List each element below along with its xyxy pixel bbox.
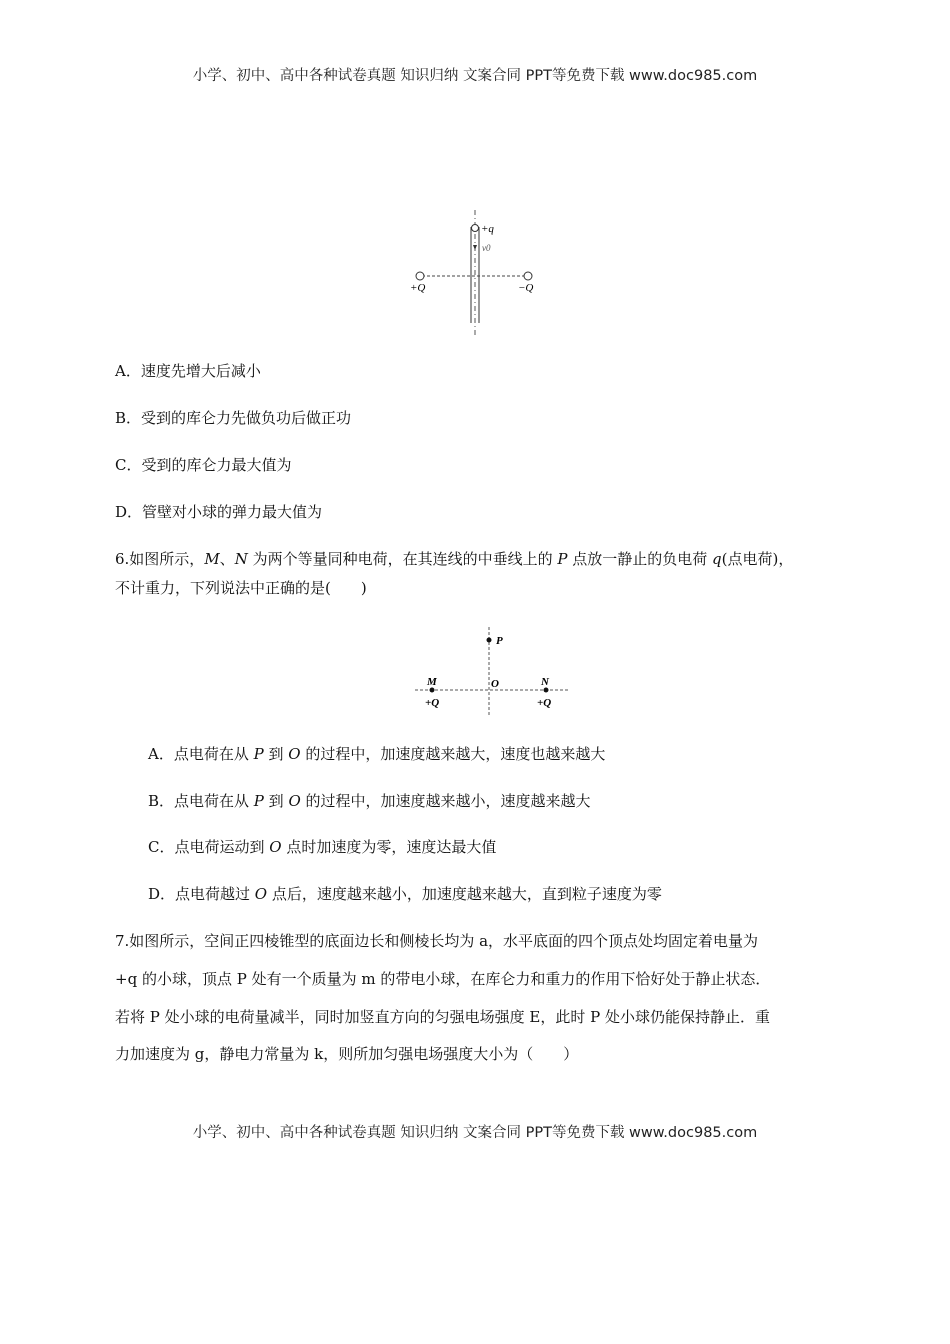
q7-line2: +q 的小球，顶点 P 处有一个质量为 m 的带电小球，在库仑力和重力的作用下恰好处于静止状态． [115,970,771,988]
label-plus-Q: +Q [410,282,426,294]
q5-option-c: C．受到的库仑力最大值为 [115,456,292,474]
q6-option-c: C．点电荷运动到 O 点时加速度为零，速度达最大值 [148,838,497,856]
figure-two-charges [400,625,580,720]
q6-stem-line1: 6.如图所示，M、N 为两个等量同种电荷，在其连线的中垂线上的 P 点放一静止的负电荷 q(点电荷)， [115,550,794,568]
q5-option-a: A．速度先增大后减小 [115,362,261,380]
q6-option-b: B．点电荷在从 P 到 O 的过程中，加速度越来越小，速度越来越大 [148,792,591,810]
q6-stem-line2: 不计重力，下列说法中正确的是( ) [115,579,367,597]
q5-option-b: B．受到的库仑力先做负功后做正功 [115,409,352,427]
label-N: N [541,676,549,688]
figure-tube-charges [400,205,560,340]
label-N-charge: +Q [537,697,552,709]
label-P: P [496,635,503,647]
q6-option-d: D．点电荷越过 O 点后，速度越来越小，加速度越来越大，直到粒子速度为零 [148,885,662,903]
label-M: M [427,676,437,688]
label-v0: v0 [482,243,491,253]
label-q: +q [481,223,494,235]
q5-option-d: D．管壁对小球的弹力最大值为 [115,503,323,521]
label-M-charge: +Q [425,697,440,709]
q7-line3: 若将 P 处小球的电荷量减半，同时加竖直方向的匀强电场强度 E，此时 P 处小球仍能保持静止．重 [115,1008,770,1026]
page-footer: 小学、初中、高中各种试卷真题 知识归纳 文案合同 PPT等免费下载 www.doc985.com [192,1125,758,1141]
label-O: O [491,678,499,690]
q7-line1: 7.如图所示，空间正四棱锥型的底面边长和侧棱长均为 a，水平底面的四个顶点处均固定着电量为 [115,932,759,950]
q7-line4: 力加速度为 g，静电力常量为 k，则所加匀强电场强度大小为（ ） [115,1045,579,1063]
q6-option-a: A．点电荷在从 P 到 O 的过程中，加速度越来越大，速度也越来越大 [148,745,606,763]
page-header: 小学、初中、高中各种试卷真题 知识归纳 文案合同 PPT等免费下载 www.doc985.com [192,68,758,84]
label-minus-Q: −Q [518,282,534,294]
